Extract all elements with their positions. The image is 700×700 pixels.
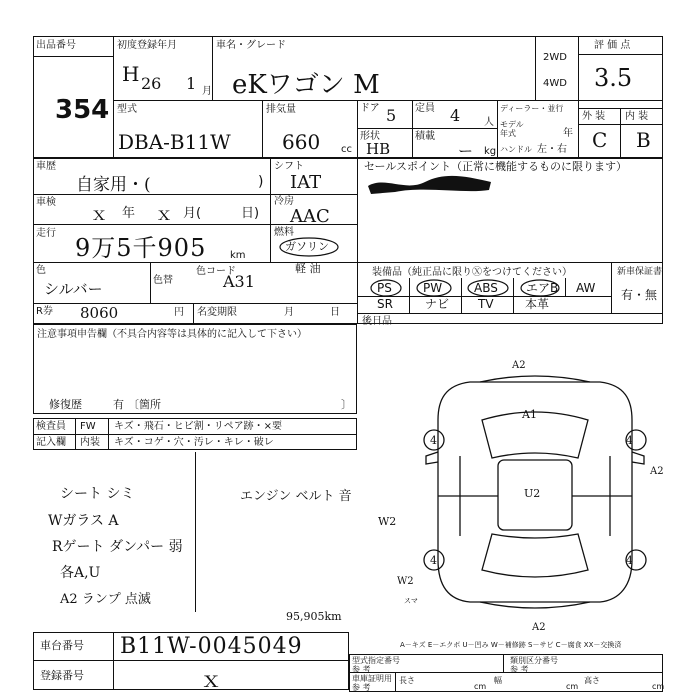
repair-label: 修復歴 bbox=[49, 398, 82, 411]
class-ref-label: 類別区分番号 参 考 bbox=[510, 656, 558, 674]
sales-point-label: セールスポイント（正常に機能するものに限ります） bbox=[364, 160, 628, 173]
height-cm: cm bbox=[652, 682, 665, 691]
lot-number: 354 bbox=[55, 95, 110, 125]
cc-unit: cc bbox=[341, 144, 352, 155]
mileage-label: 走行 bbox=[36, 228, 56, 239]
mileage-value: 9万5千905 bbox=[75, 234, 207, 262]
mark-wheel-rl: 4 bbox=[430, 554, 437, 567]
chassis-label: 車台番号 bbox=[40, 639, 84, 652]
equip-airbag: エアB bbox=[526, 281, 559, 295]
shift-label: シフト bbox=[274, 161, 304, 172]
year-unit: 年 bbox=[563, 128, 573, 139]
color-value: シルバー bbox=[44, 280, 103, 298]
handle-label: ハンドル bbox=[500, 145, 532, 154]
inspector-label: 検査員 bbox=[36, 421, 66, 432]
equip-ps: PS bbox=[377, 281, 392, 295]
legend-interior-codes: キズ・コゲ・穴・汚レ・キレ・破レ bbox=[114, 437, 274, 448]
mark-wheel-rr: 4 bbox=[626, 554, 633, 567]
first-reg-label: 初度登録年月 bbox=[117, 40, 177, 51]
mark-left-door: W2 bbox=[378, 515, 397, 528]
history-close: ) bbox=[258, 174, 264, 190]
int-label: 内 装 bbox=[625, 111, 649, 122]
writer-label: 記入欄 bbox=[36, 437, 66, 448]
repair-location-label: 〔箇所 bbox=[128, 398, 161, 411]
displacement-label: 排気量 bbox=[266, 104, 296, 115]
car-name-label: 車名・グレード bbox=[216, 40, 286, 51]
fuel-gasoline: ガソリン bbox=[285, 240, 329, 253]
displacement-value: 660 bbox=[282, 130, 321, 154]
equip-leather: 本革 bbox=[525, 297, 550, 311]
equip-navi: ナビ bbox=[425, 297, 450, 311]
equip-pw: PW bbox=[423, 281, 443, 295]
capacity-value: 4 bbox=[450, 106, 461, 125]
equipment-label: 装備品（純正品に限りⓍをつけてください） bbox=[372, 267, 572, 278]
equip-aw: AW bbox=[576, 281, 596, 295]
reg-expiry-label: 名変期限 bbox=[197, 307, 237, 318]
first-reg-year: 26 bbox=[141, 74, 162, 93]
mark-right-side: A2 bbox=[650, 466, 664, 477]
garage-cert-label: 車庫証明用 参 考 bbox=[352, 674, 392, 692]
car-name-value: eKワゴン M bbox=[232, 70, 380, 100]
length-cm: cm bbox=[474, 682, 487, 691]
color-label: 色 bbox=[36, 265, 46, 276]
grade-label: 評 価 点 bbox=[594, 40, 631, 51]
mark-wheel-fr: 4 bbox=[626, 434, 633, 447]
legend-fw: FW bbox=[80, 421, 96, 432]
load-value: ー bbox=[458, 142, 474, 160]
note-seat: シート シミ bbox=[60, 486, 135, 502]
legend-interior: 内装 bbox=[80, 437, 100, 448]
note-engine: エンジン ベルト 音 bbox=[240, 489, 352, 504]
inspection-month-unit: 月( bbox=[183, 206, 202, 221]
inspection-year-value: ｘ bbox=[90, 204, 108, 225]
reg-number-value: ｘ bbox=[200, 668, 223, 693]
chassis-value: B11W-0045049 bbox=[120, 634, 303, 659]
history-label: 車歴 bbox=[36, 161, 56, 172]
drive-2wd: 2WD bbox=[543, 52, 567, 63]
width-label: 幅 bbox=[494, 676, 502, 685]
manual-value: 有・無 bbox=[621, 288, 658, 302]
mark-hood: A1 bbox=[522, 408, 537, 421]
reg-number-label: 登録番号 bbox=[40, 669, 84, 682]
color-code-label: 色コード bbox=[196, 266, 236, 277]
shape-value: HB bbox=[366, 140, 391, 158]
inspection-day-unit: 日) bbox=[241, 206, 260, 221]
rear-item-label: 後日品 bbox=[362, 316, 392, 327]
shift-value: IAT bbox=[290, 172, 322, 193]
note-windshield: Wガラス A bbox=[48, 513, 119, 529]
model-year-label: モデル 年式 bbox=[500, 120, 524, 138]
doors-value: 5 bbox=[386, 106, 397, 125]
mark-rear-bumper: A2 bbox=[532, 622, 546, 633]
height-label: 高さ bbox=[584, 676, 600, 685]
first-reg-era: H bbox=[122, 62, 140, 86]
model-value: DBA-B11W bbox=[118, 130, 231, 154]
handle-options: 左・右 bbox=[537, 144, 567, 155]
color-code-value: A31 bbox=[223, 272, 255, 291]
equip-sr: SR bbox=[377, 297, 393, 311]
equipment-circles bbox=[368, 278, 608, 298]
reg-expiry-month: 月 bbox=[284, 307, 294, 318]
note-lamp: A2 ランプ 点滅 bbox=[60, 592, 151, 607]
equip-abs: ABS bbox=[474, 281, 498, 295]
notes-label: 注意事項申告欄（不具合内容等は具体的に記入して下さい） bbox=[37, 329, 307, 340]
dealer-label: ディーラー・並行 bbox=[500, 104, 564, 113]
reg-expiry-day: 日 bbox=[330, 307, 340, 318]
mark-roof: U2 bbox=[524, 487, 541, 500]
note-various: 各A,U bbox=[60, 565, 101, 581]
damage-code-legend: A－キズ E－エクボ U－凹み W－補修跡 S－サビ C－腐食 XX－交換済 bbox=[400, 641, 622, 649]
mileage-unit: km bbox=[230, 250, 246, 261]
length-label: 長さ bbox=[399, 676, 415, 685]
inspection-year-unit: 年 bbox=[122, 206, 136, 221]
first-reg-month: 1 bbox=[186, 74, 197, 93]
mark-smart-key: スマ bbox=[404, 597, 418, 605]
width-cm: cm bbox=[566, 682, 579, 691]
drive-4wd: 4WD bbox=[543, 78, 567, 89]
inspection-month-value: ｘ bbox=[155, 204, 173, 225]
repair-location-close: 〕 bbox=[341, 398, 352, 411]
history-value: 自家用・( bbox=[76, 175, 151, 195]
lot-label: 出品番号 bbox=[36, 40, 76, 51]
capacity-label: 定員 bbox=[415, 103, 435, 114]
color-change-label: 色替 bbox=[153, 275, 173, 286]
recycle-value: 8060 bbox=[80, 304, 119, 322]
mark-front-bumper: A2 bbox=[512, 360, 526, 371]
recycle-unit: 円 bbox=[174, 307, 184, 318]
recycle-label: R券 bbox=[36, 306, 53, 317]
ext-value: C bbox=[592, 128, 608, 152]
model-label: 型式 bbox=[117, 104, 137, 115]
ext-label: 外 装 bbox=[582, 111, 606, 122]
int-value: B bbox=[636, 128, 651, 152]
doors-label: ドア bbox=[360, 103, 380, 114]
legend-exterior: キズ・飛石・ヒビ割・リペア跡・×要 bbox=[114, 421, 282, 432]
cooling-label: 冷房 bbox=[274, 196, 294, 207]
person-unit: 人 bbox=[484, 117, 494, 128]
mark-left-rear: W2 bbox=[397, 576, 414, 587]
note-odometer: 95,905km bbox=[286, 610, 342, 623]
type-ref-label: 型式指定番号 参 考 bbox=[352, 656, 400, 674]
fuel-diesel: 軽 油 bbox=[295, 262, 321, 275]
repair-value: 有 bbox=[113, 398, 124, 411]
mark-wheel-fl: 4 bbox=[430, 434, 437, 447]
cooling-value: AAC bbox=[290, 206, 330, 227]
month-unit: 月 bbox=[202, 86, 212, 97]
note-tailgate: Rゲート ダンパー 弱 bbox=[52, 539, 183, 555]
shape-label: 形状 bbox=[360, 131, 380, 142]
inspection-label: 車検 bbox=[36, 197, 56, 208]
load-label: 積載 bbox=[415, 131, 435, 142]
manual-label: 新車保証書 bbox=[617, 267, 663, 277]
kg-unit: kg bbox=[484, 146, 497, 157]
redacted-scribble bbox=[365, 172, 495, 196]
equip-tv: TV bbox=[478, 297, 494, 311]
grade-value: 3.5 bbox=[594, 64, 633, 92]
fuel-label: 燃料 bbox=[274, 227, 294, 238]
gasoline-circle bbox=[278, 236, 340, 258]
